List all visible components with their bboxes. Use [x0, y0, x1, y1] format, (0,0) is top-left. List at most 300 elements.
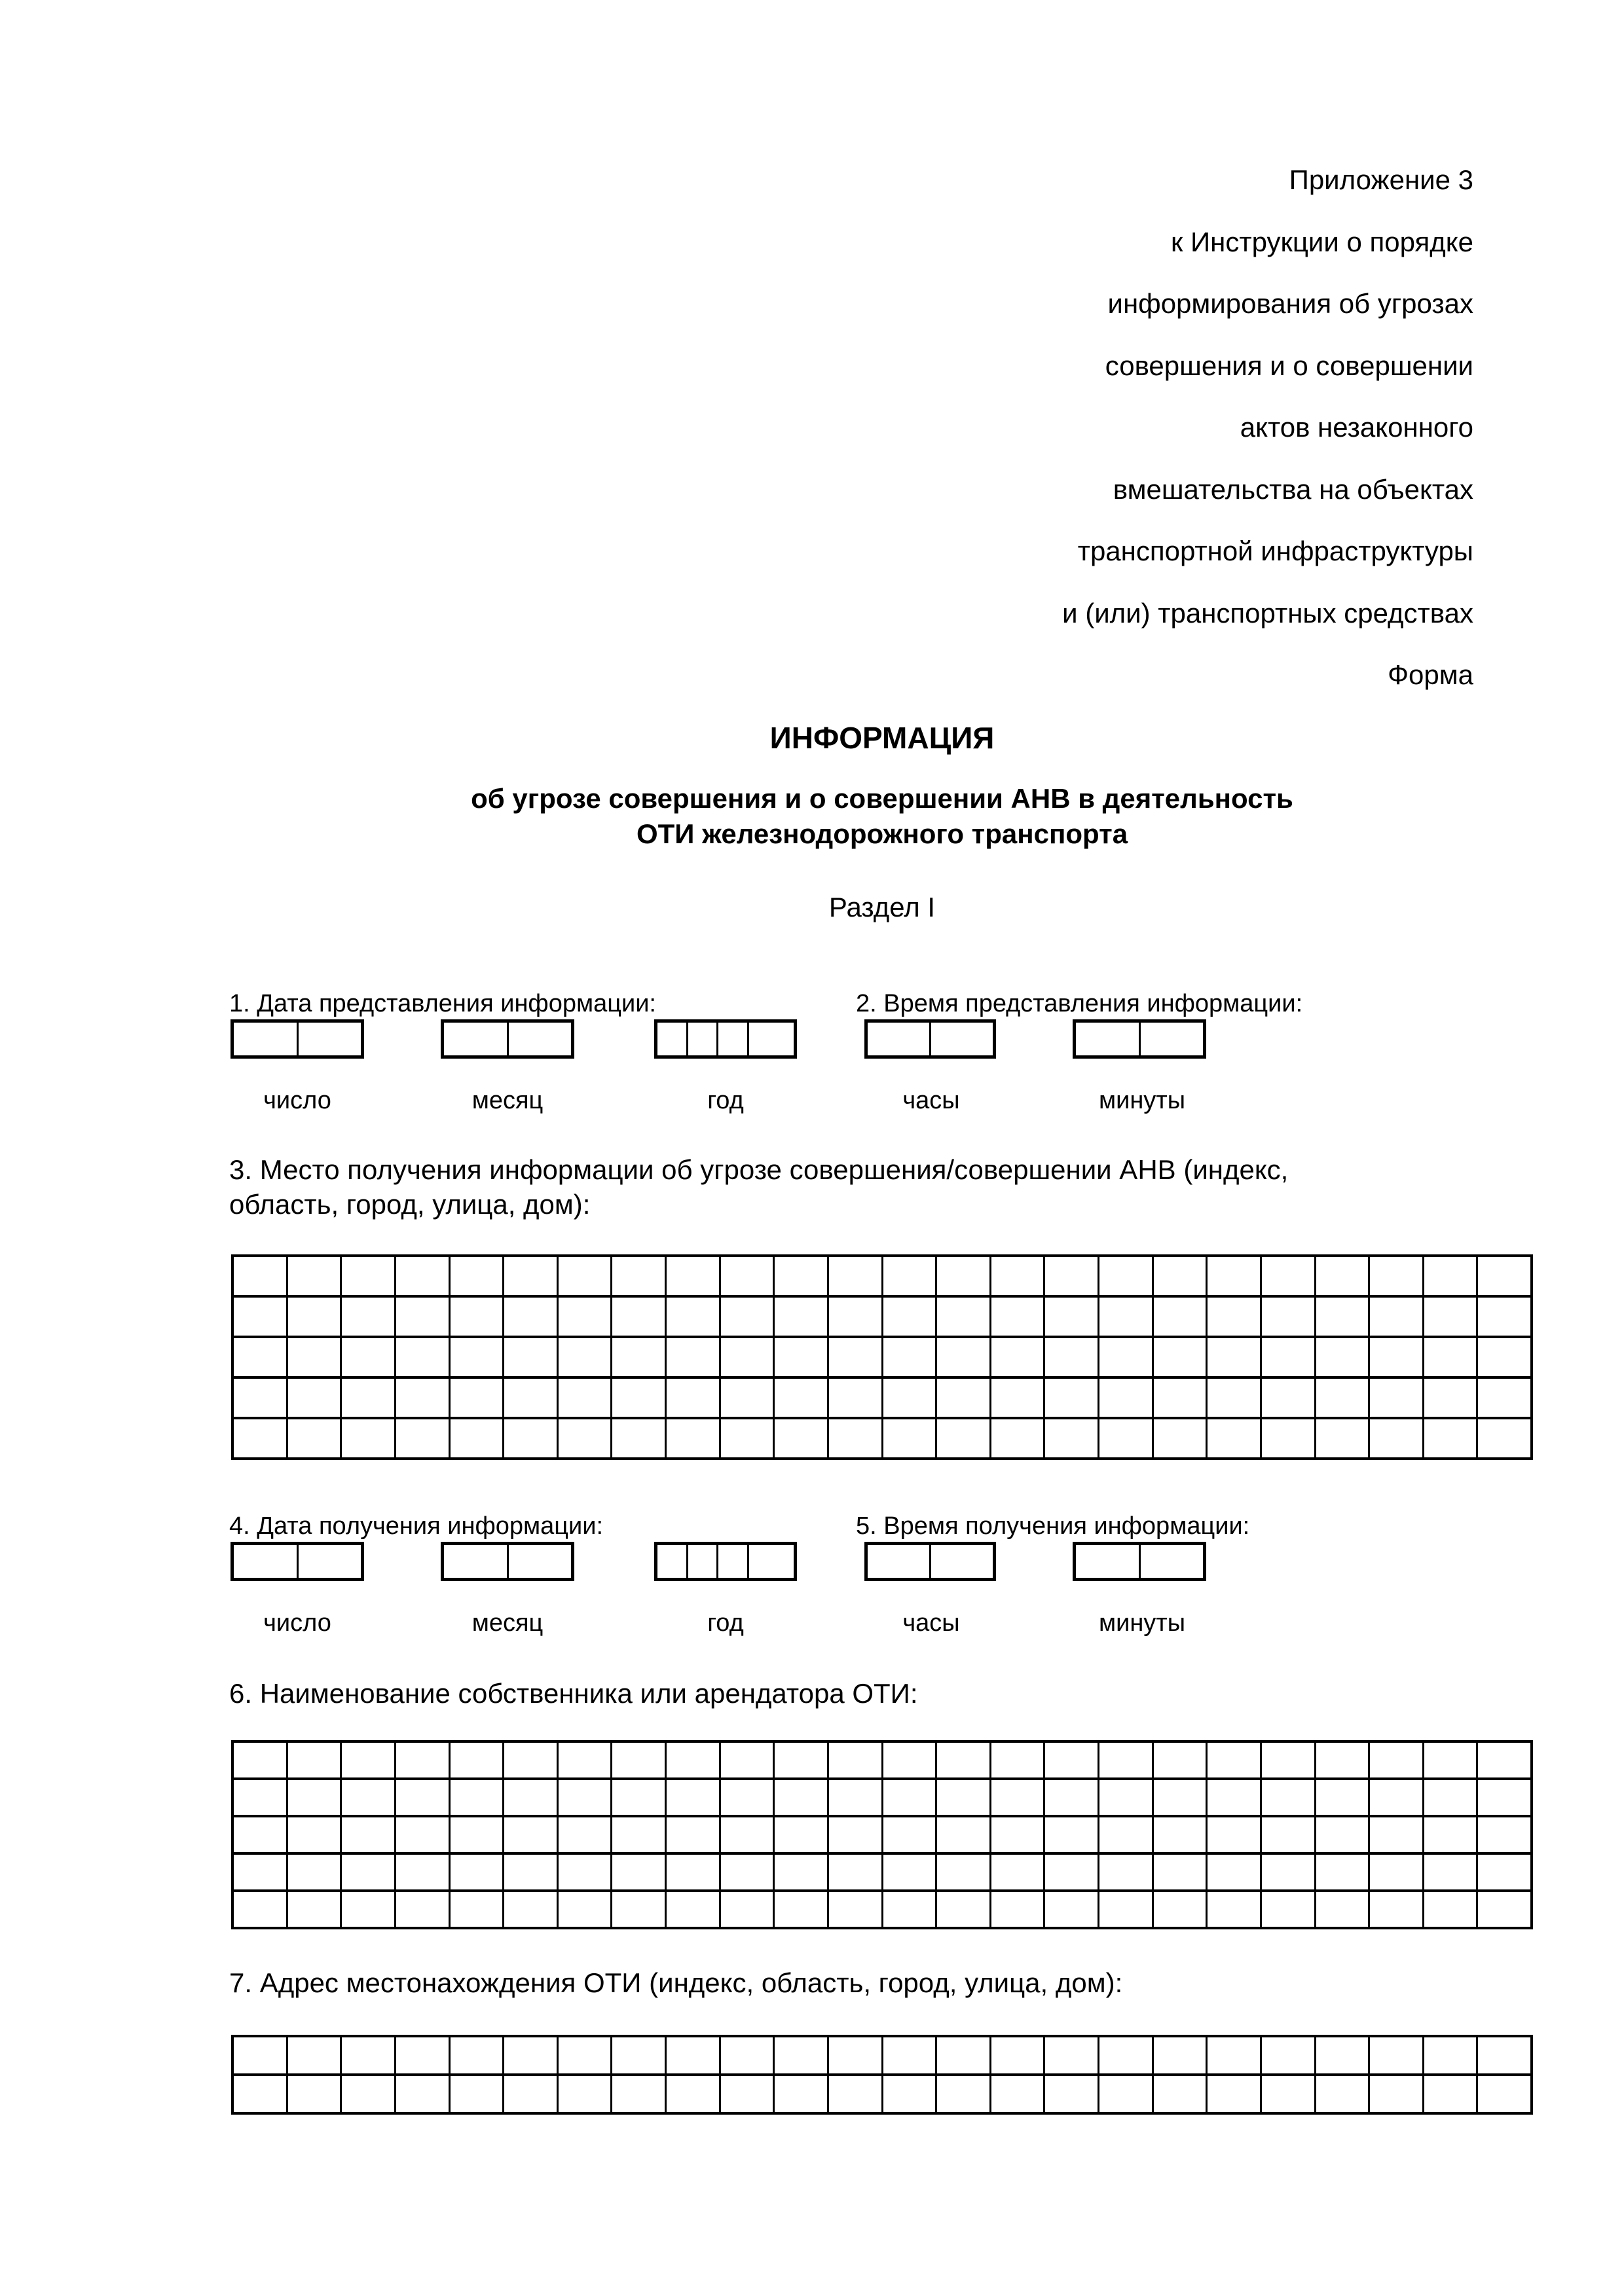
grid-cell[interactable]: [1476, 1338, 1530, 1376]
grid-cell[interactable]: [234, 2076, 286, 2112]
grid-cell[interactable]: [665, 2076, 719, 2112]
grid-cell[interactable]: [935, 1817, 989, 1852]
grid-cell[interactable]: [502, 1419, 557, 1457]
grid-cell[interactable]: [394, 1855, 449, 1889]
grid-cell[interactable]: [1476, 1892, 1530, 1927]
grid-cell[interactable]: [449, 1817, 503, 1852]
grid-cell[interactable]: [881, 1892, 936, 1927]
grid-cell[interactable]: [1260, 1338, 1314, 1376]
grid-cell[interactable]: [989, 1338, 1044, 1376]
grid-cell[interactable]: [394, 1780, 449, 1815]
grid-cell[interactable]: [935, 1298, 989, 1336]
grid-cell[interactable]: [1476, 1298, 1530, 1336]
grid-cell[interactable]: [1152, 1298, 1206, 1336]
grid-cell[interactable]: [827, 2076, 881, 2112]
grid-cell[interactable]: [773, 1743, 827, 1777]
grid-cell[interactable]: [719, 1855, 773, 1889]
grid-cell[interactable]: [935, 1780, 989, 1815]
grid-cell[interactable]: [449, 1379, 503, 1417]
grid-cell[interactable]: [286, 2076, 341, 2112]
grid-cell[interactable]: [394, 1743, 449, 1777]
grid-cell[interactable]: [449, 1743, 503, 1777]
minutes-digit-cell[interactable]: [1139, 1545, 1204, 1578]
grid-cell[interactable]: [286, 1338, 341, 1376]
grid-cell[interactable]: [1098, 1817, 1152, 1852]
grid-cell[interactable]: [234, 1855, 286, 1889]
grid-cell[interactable]: [394, 2076, 449, 2112]
grid-cell[interactable]: [394, 1892, 449, 1927]
grid-cell[interactable]: [989, 2076, 1044, 2112]
grid-cell[interactable]: [340, 1855, 394, 1889]
grid-cell[interactable]: [340, 1338, 394, 1376]
grid-cell[interactable]: [557, 1743, 611, 1777]
grid-cell[interactable]: [719, 1257, 773, 1295]
grid-cell[interactable]: [610, 2076, 665, 2112]
grid-cell[interactable]: [610, 1298, 665, 1336]
grid-cell[interactable]: [935, 2076, 989, 2112]
grid-cell[interactable]: [1368, 1743, 1422, 1777]
grid-cell[interactable]: [881, 1743, 936, 1777]
grid-cell[interactable]: [665, 1855, 719, 1889]
grid-cell[interactable]: [719, 2076, 773, 2112]
grid-cell[interactable]: [502, 1892, 557, 1927]
grid-cell[interactable]: [340, 1419, 394, 1457]
grid-cell[interactable]: [1368, 1257, 1422, 1295]
grid-cell[interactable]: [1368, 1338, 1422, 1376]
grid-cell[interactable]: [1098, 1743, 1152, 1777]
grid-cell[interactable]: [1314, 1780, 1369, 1815]
grid-cell[interactable]: [1476, 1855, 1530, 1889]
field1-year-box[interactable]: [654, 1019, 797, 1059]
grid-cell[interactable]: [502, 2076, 557, 2112]
grid-cell[interactable]: [1206, 1379, 1260, 1417]
grid-cell[interactable]: [665, 1257, 719, 1295]
grid-cell[interactable]: [773, 1780, 827, 1815]
grid-cell[interactable]: [719, 2037, 773, 2073]
grid-cell[interactable]: [1043, 1780, 1098, 1815]
day-digit-cell[interactable]: [234, 1545, 297, 1578]
grid-cell[interactable]: [394, 1379, 449, 1417]
grid-cell[interactable]: [773, 2037, 827, 2073]
grid-cell[interactable]: [1260, 2037, 1314, 2073]
grid-cell[interactable]: [557, 1298, 611, 1336]
grid-cell[interactable]: [610, 1379, 665, 1417]
field6-grid[interactable]: [231, 1740, 1533, 1929]
grid-cell[interactable]: [1368, 1817, 1422, 1852]
grid-cell[interactable]: [1368, 2037, 1422, 2073]
field1-day-box[interactable]: [231, 1019, 364, 1059]
hours-digit-cell[interactable]: [868, 1545, 929, 1578]
field3-grid[interactable]: [231, 1254, 1533, 1460]
grid-cell[interactable]: [1422, 1817, 1477, 1852]
grid-cell[interactable]: [1152, 1379, 1206, 1417]
field1-month-box[interactable]: [441, 1019, 574, 1059]
grid-cell[interactable]: [1206, 1298, 1260, 1336]
grid-cell[interactable]: [1206, 1780, 1260, 1815]
grid-cell[interactable]: [1206, 1743, 1260, 1777]
grid-cell[interactable]: [286, 1419, 341, 1457]
grid-cell[interactable]: [1314, 1817, 1369, 1852]
grid-cell[interactable]: [1368, 1855, 1422, 1889]
grid-cell[interactable]: [449, 1298, 503, 1336]
grid-cell[interactable]: [1152, 1780, 1206, 1815]
field2-minutes-box[interactable]: [1073, 1019, 1206, 1059]
grid-cell[interactable]: [1314, 1892, 1369, 1927]
grid-cell[interactable]: [557, 1780, 611, 1815]
grid-cell[interactable]: [1043, 1743, 1098, 1777]
grid-cell[interactable]: [1152, 1743, 1206, 1777]
year-digit-cell[interactable]: [716, 1023, 747, 1055]
grid-cell[interactable]: [610, 1892, 665, 1927]
grid-cell[interactable]: [1098, 1892, 1152, 1927]
grid-cell[interactable]: [449, 1419, 503, 1457]
grid-cell[interactable]: [1043, 1419, 1098, 1457]
grid-cell[interactable]: [394, 1257, 449, 1295]
grid-cell[interactable]: [881, 1817, 936, 1852]
grid-cell[interactable]: [286, 1298, 341, 1336]
grid-cell[interactable]: [1043, 2037, 1098, 2073]
year-digit-cell[interactable]: [657, 1023, 686, 1055]
grid-cell[interactable]: [773, 1419, 827, 1457]
grid-cell[interactable]: [1314, 2037, 1369, 2073]
day-digit-cell[interactable]: [297, 1545, 361, 1578]
grid-cell[interactable]: [340, 2076, 394, 2112]
grid-cell[interactable]: [1368, 2076, 1422, 2112]
grid-cell[interactable]: [1043, 1298, 1098, 1336]
grid-cell[interactable]: [1260, 1892, 1314, 1927]
field5-minutes-box[interactable]: [1073, 1542, 1206, 1581]
grid-cell[interactable]: [286, 1780, 341, 1815]
grid-cell[interactable]: [989, 1855, 1044, 1889]
grid-cell[interactable]: [449, 1780, 503, 1815]
grid-cell[interactable]: [827, 1298, 881, 1336]
grid-cell[interactable]: [1152, 1817, 1206, 1852]
grid-cell[interactable]: [502, 1855, 557, 1889]
grid-cell[interactable]: [773, 1855, 827, 1889]
grid-cell[interactable]: [449, 2037, 503, 2073]
grid-cell[interactable]: [1476, 1817, 1530, 1852]
minutes-digit-cell[interactable]: [1139, 1023, 1204, 1055]
grid-cell[interactable]: [340, 1257, 394, 1295]
grid-cell[interactable]: [1368, 1892, 1422, 1927]
grid-cell[interactable]: [1422, 1379, 1477, 1417]
grid-cell[interactable]: [286, 1892, 341, 1927]
grid-cell[interactable]: [1260, 1379, 1314, 1417]
grid-cell[interactable]: [557, 1855, 611, 1889]
grid-cell[interactable]: [1314, 1257, 1369, 1295]
grid-cell[interactable]: [557, 1379, 611, 1417]
grid-cell[interactable]: [1152, 1855, 1206, 1889]
grid-cell[interactable]: [665, 1780, 719, 1815]
grid-cell[interactable]: [1206, 1257, 1260, 1295]
grid-cell[interactable]: [340, 1379, 394, 1417]
grid-cell[interactable]: [665, 1892, 719, 1927]
grid-cell[interactable]: [557, 1817, 611, 1852]
grid-cell[interactable]: [1098, 1855, 1152, 1889]
grid-cell[interactable]: [610, 1338, 665, 1376]
grid-cell[interactable]: [935, 1892, 989, 1927]
grid-cell[interactable]: [449, 1855, 503, 1889]
grid-cell[interactable]: [1098, 2037, 1152, 2073]
grid-cell[interactable]: [773, 1817, 827, 1852]
grid-cell[interactable]: [557, 2037, 611, 2073]
grid-cell[interactable]: [989, 1817, 1044, 1852]
grid-cell[interactable]: [827, 1780, 881, 1815]
grid-cell[interactable]: [935, 1419, 989, 1457]
grid-cell[interactable]: [1422, 1257, 1477, 1295]
grid-cell[interactable]: [935, 1338, 989, 1376]
grid-cell[interactable]: [665, 1743, 719, 1777]
grid-cell[interactable]: [989, 1379, 1044, 1417]
grid-cell[interactable]: [1098, 1298, 1152, 1336]
grid-cell[interactable]: [502, 2037, 557, 2073]
grid-cell[interactable]: [234, 1257, 286, 1295]
month-digit-cell[interactable]: [444, 1545, 507, 1578]
grid-cell[interactable]: [1422, 1780, 1477, 1815]
grid-cell[interactable]: [502, 1743, 557, 1777]
grid-cell[interactable]: [719, 1379, 773, 1417]
grid-cell[interactable]: [394, 1419, 449, 1457]
grid-cell[interactable]: [394, 1298, 449, 1336]
grid-cell[interactable]: [989, 1892, 1044, 1927]
grid-cell[interactable]: [1152, 1419, 1206, 1457]
grid-cell[interactable]: [340, 1892, 394, 1927]
grid-cell[interactable]: [1098, 1257, 1152, 1295]
hours-digit-cell[interactable]: [929, 1545, 993, 1578]
grid-cell[interactable]: [1098, 1419, 1152, 1457]
grid-cell[interactable]: [1422, 1743, 1477, 1777]
grid-cell[interactable]: [719, 1743, 773, 1777]
grid-cell[interactable]: [1152, 1257, 1206, 1295]
grid-cell[interactable]: [989, 1419, 1044, 1457]
grid-cell[interactable]: [719, 1298, 773, 1336]
month-digit-cell[interactable]: [507, 1545, 572, 1578]
grid-cell[interactable]: [502, 1257, 557, 1295]
grid-cell[interactable]: [1260, 1780, 1314, 1815]
year-digit-cell[interactable]: [686, 1545, 717, 1578]
grid-cell[interactable]: [610, 1419, 665, 1457]
year-digit-cell[interactable]: [747, 1545, 794, 1578]
grid-cell[interactable]: [1098, 2076, 1152, 2112]
grid-cell[interactable]: [234, 1817, 286, 1852]
grid-cell[interactable]: [449, 2076, 503, 2112]
grid-cell[interactable]: [234, 1419, 286, 1457]
grid-cell[interactable]: [1422, 1855, 1477, 1889]
grid-cell[interactable]: [1043, 1817, 1098, 1852]
grid-cell[interactable]: [1368, 1379, 1422, 1417]
grid-cell[interactable]: [665, 1298, 719, 1336]
year-digit-cell[interactable]: [657, 1545, 686, 1578]
grid-cell[interactable]: [1206, 2037, 1260, 2073]
grid-cell[interactable]: [1206, 1892, 1260, 1927]
grid-cell[interactable]: [340, 1298, 394, 1336]
grid-cell[interactable]: [1314, 1338, 1369, 1376]
grid-cell[interactable]: [989, 1780, 1044, 1815]
grid-cell[interactable]: [1314, 1419, 1369, 1457]
grid-cell[interactable]: [1422, 1892, 1477, 1927]
grid-cell[interactable]: [1476, 1743, 1530, 1777]
grid-cell[interactable]: [935, 1257, 989, 1295]
grid-cell[interactable]: [1314, 1379, 1369, 1417]
grid-cell[interactable]: [1260, 1855, 1314, 1889]
month-digit-cell[interactable]: [507, 1023, 572, 1055]
month-digit-cell[interactable]: [444, 1023, 507, 1055]
grid-cell[interactable]: [502, 1780, 557, 1815]
year-digit-cell[interactable]: [747, 1023, 794, 1055]
day-digit-cell[interactable]: [297, 1023, 361, 1055]
grid-cell[interactable]: [1206, 1855, 1260, 1889]
grid-cell[interactable]: [1476, 1257, 1530, 1295]
grid-cell[interactable]: [502, 1338, 557, 1376]
grid-cell[interactable]: [935, 2037, 989, 2073]
grid-cell[interactable]: [557, 1257, 611, 1295]
grid-cell[interactable]: [610, 2037, 665, 2073]
grid-cell[interactable]: [234, 1338, 286, 1376]
grid-cell[interactable]: [557, 1892, 611, 1927]
grid-cell[interactable]: [719, 1780, 773, 1815]
grid-cell[interactable]: [234, 1780, 286, 1815]
grid-cell[interactable]: [1260, 1298, 1314, 1336]
grid-cell[interactable]: [665, 1338, 719, 1376]
grid-cell[interactable]: [502, 1817, 557, 1852]
grid-cell[interactable]: [610, 1817, 665, 1852]
grid-cell[interactable]: [1043, 1892, 1098, 1927]
grid-cell[interactable]: [610, 1855, 665, 1889]
grid-cell[interactable]: [989, 1257, 1044, 1295]
grid-cell[interactable]: [1206, 1338, 1260, 1376]
grid-cell[interactable]: [881, 1419, 936, 1457]
grid-cell[interactable]: [719, 1338, 773, 1376]
grid-cell[interactable]: [1043, 2076, 1098, 2112]
grid-cell[interactable]: [989, 1743, 1044, 1777]
grid-cell[interactable]: [234, 1743, 286, 1777]
grid-cell[interactable]: [1422, 2037, 1477, 2073]
grid-cell[interactable]: [989, 1298, 1044, 1336]
grid-cell[interactable]: [1260, 1419, 1314, 1457]
day-digit-cell[interactable]: [234, 1023, 297, 1055]
grid-cell[interactable]: [1152, 2037, 1206, 2073]
grid-cell[interactable]: [394, 1817, 449, 1852]
grid-cell[interactable]: [827, 1855, 881, 1889]
grid-cell[interactable]: [340, 2037, 394, 2073]
grid-cell[interactable]: [827, 1419, 881, 1457]
hours-digit-cell[interactable]: [868, 1023, 929, 1055]
grid-cell[interactable]: [234, 2037, 286, 2073]
grid-cell[interactable]: [665, 2037, 719, 2073]
grid-cell[interactable]: [881, 2076, 936, 2112]
grid-cell[interactable]: [557, 1338, 611, 1376]
grid-cell[interactable]: [557, 2076, 611, 2112]
grid-cell[interactable]: [502, 1379, 557, 1417]
grid-cell[interactable]: [773, 2076, 827, 2112]
grid-cell[interactable]: [449, 1257, 503, 1295]
grid-cell[interactable]: [1260, 1743, 1314, 1777]
grid-cell[interactable]: [827, 1743, 881, 1777]
grid-cell[interactable]: [665, 1419, 719, 1457]
field5-hours-box[interactable]: [864, 1542, 996, 1581]
grid-cell[interactable]: [234, 1298, 286, 1336]
grid-cell[interactable]: [1260, 2076, 1314, 2112]
grid-cell[interactable]: [449, 1338, 503, 1376]
field4-year-box[interactable]: [654, 1542, 797, 1581]
grid-cell[interactable]: [286, 1379, 341, 1417]
grid-cell[interactable]: [1314, 1298, 1369, 1336]
grid-cell[interactable]: [610, 1780, 665, 1815]
grid-cell[interactable]: [1260, 1817, 1314, 1852]
grid-cell[interactable]: [1152, 1338, 1206, 1376]
grid-cell[interactable]: [1043, 1338, 1098, 1376]
grid-cell[interactable]: [1043, 1855, 1098, 1889]
grid-cell[interactable]: [1476, 2037, 1530, 2073]
grid-cell[interactable]: [827, 1338, 881, 1376]
grid-cell[interactable]: [557, 1419, 611, 1457]
grid-cell[interactable]: [1098, 1338, 1152, 1376]
grid-cell[interactable]: [234, 1892, 286, 1927]
grid-cell[interactable]: [286, 1257, 341, 1295]
grid-cell[interactable]: [881, 2037, 936, 2073]
grid-cell[interactable]: [773, 1379, 827, 1417]
grid-cell[interactable]: [1043, 1379, 1098, 1417]
grid-cell[interactable]: [1314, 1743, 1369, 1777]
field4-month-box[interactable]: [441, 1542, 574, 1581]
grid-cell[interactable]: [1098, 1379, 1152, 1417]
grid-cell[interactable]: [449, 1892, 503, 1927]
grid-cell[interactable]: [1476, 1379, 1530, 1417]
grid-cell[interactable]: [1152, 1892, 1206, 1927]
year-digit-cell[interactable]: [686, 1023, 717, 1055]
grid-cell[interactable]: [1152, 2076, 1206, 2112]
grid-cell[interactable]: [1043, 1257, 1098, 1295]
grid-cell[interactable]: [773, 1338, 827, 1376]
grid-cell[interactable]: [340, 1780, 394, 1815]
grid-cell[interactable]: [719, 1817, 773, 1852]
grid-cell[interactable]: [881, 1338, 936, 1376]
grid-cell[interactable]: [827, 2037, 881, 2073]
grid-cell[interactable]: [394, 2037, 449, 2073]
grid-cell[interactable]: [1206, 1817, 1260, 1852]
grid-cell[interactable]: [719, 1419, 773, 1457]
grid-cell[interactable]: [881, 1379, 936, 1417]
grid-cell[interactable]: [1368, 1298, 1422, 1336]
grid-cell[interactable]: [773, 1298, 827, 1336]
grid-cell[interactable]: [665, 1379, 719, 1417]
grid-cell[interactable]: [827, 1257, 881, 1295]
grid-cell[interactable]: [1206, 2076, 1260, 2112]
minutes-digit-cell[interactable]: [1076, 1023, 1139, 1055]
grid-cell[interactable]: [1422, 1338, 1477, 1376]
grid-cell[interactable]: [935, 1743, 989, 1777]
grid-cell[interactable]: [1260, 1257, 1314, 1295]
grid-cell[interactable]: [286, 1817, 341, 1852]
grid-cell[interactable]: [286, 1855, 341, 1889]
minutes-digit-cell[interactable]: [1076, 1545, 1139, 1578]
grid-cell[interactable]: [1098, 1780, 1152, 1815]
grid-cell[interactable]: [881, 1855, 936, 1889]
grid-cell[interactable]: [773, 1892, 827, 1927]
grid-cell[interactable]: [1314, 1855, 1369, 1889]
grid-cell[interactable]: [935, 1379, 989, 1417]
grid-cell[interactable]: [827, 1379, 881, 1417]
grid-cell[interactable]: [286, 2037, 341, 2073]
grid-cell[interactable]: [1422, 1419, 1477, 1457]
grid-cell[interactable]: [719, 1892, 773, 1927]
grid-cell[interactable]: [881, 1257, 936, 1295]
grid-cell[interactable]: [773, 1257, 827, 1295]
grid-cell[interactable]: [502, 1298, 557, 1336]
field7-grid[interactable]: [231, 2035, 1533, 2115]
field4-day-box[interactable]: [231, 1542, 364, 1581]
grid-cell[interactable]: [340, 1743, 394, 1777]
